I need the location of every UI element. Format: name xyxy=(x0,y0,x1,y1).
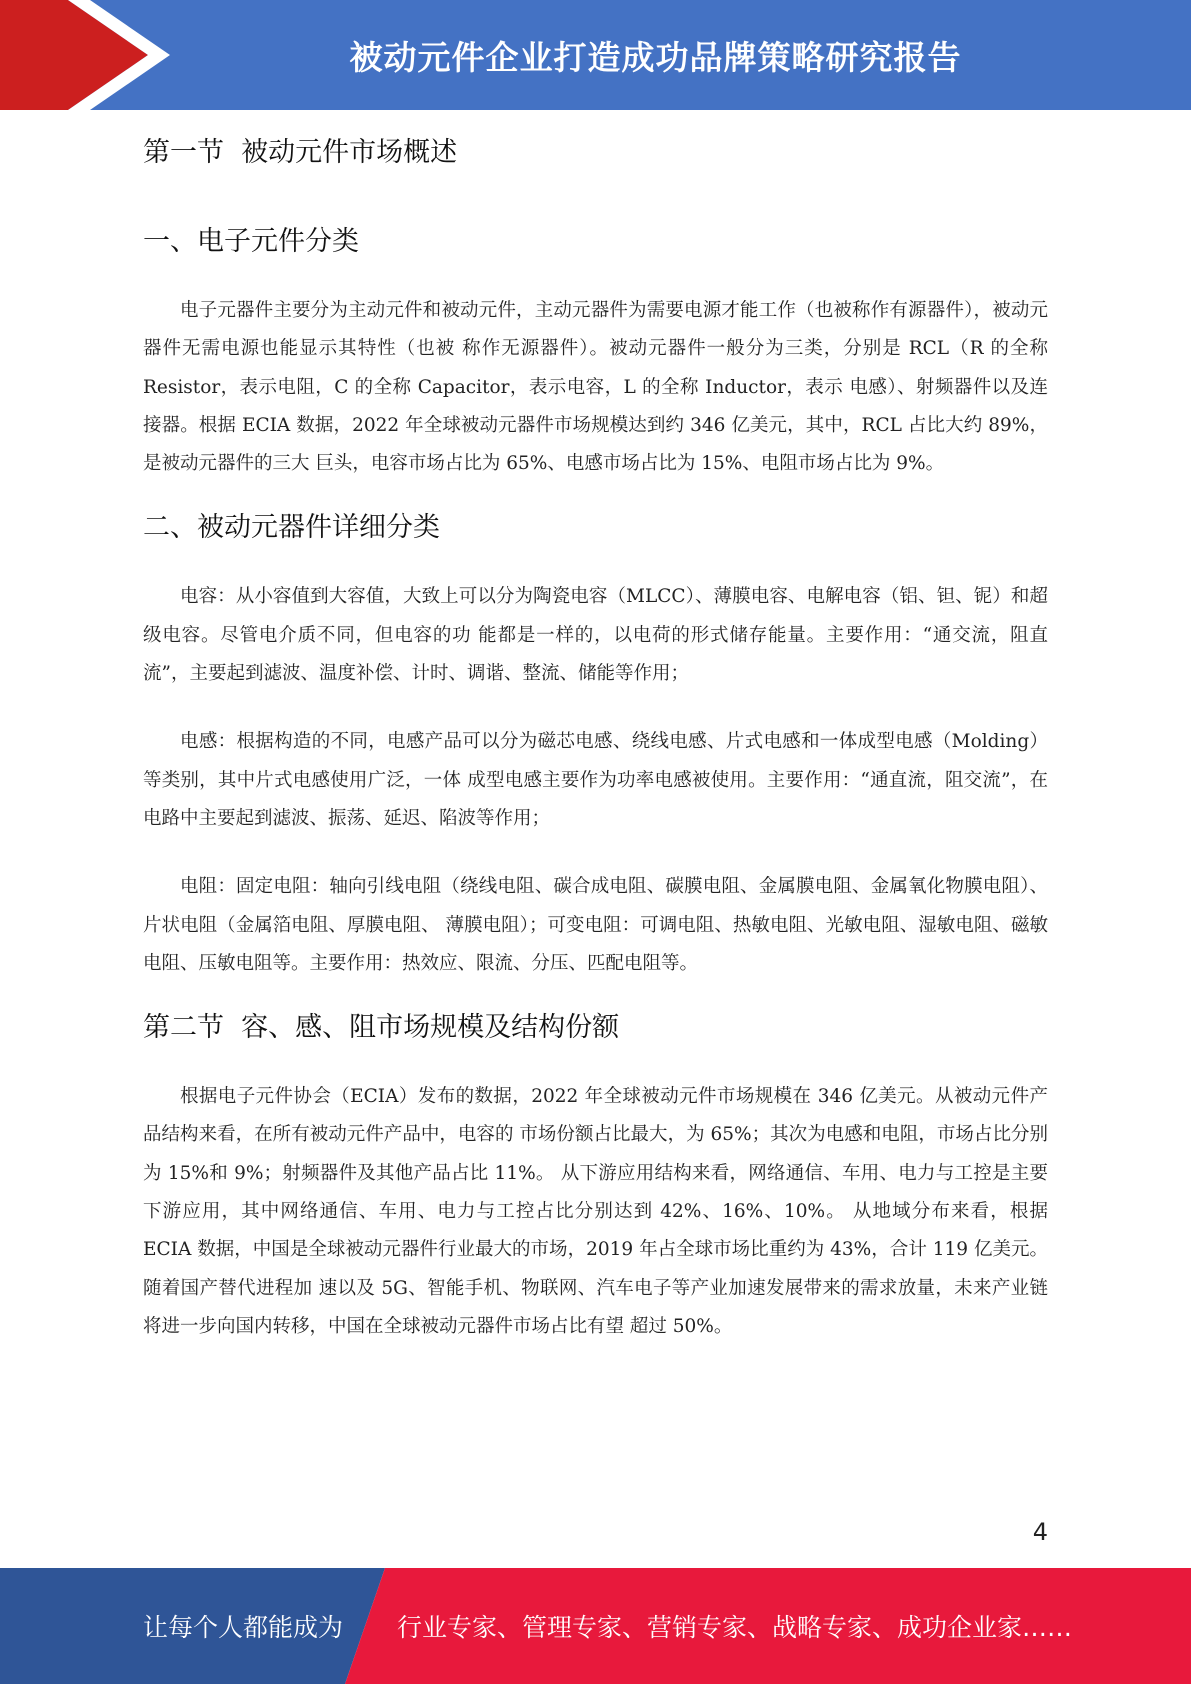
paragraph: 电容：从小容值到大容值，大致上可以分为陶瓷电容（MLCC）、薄膜电容、电解电容（铝、钽、铌）和超级电容。尽管电介质不同，但电容的功 能都是一样的，以电荷的形式储存能量。主要作用：“通交流，阻直流”，主要起到滤波、温度补偿、计时、调谐、整流、储能等作用； xyxy=(143,586,1048,685)
page-content xyxy=(143,120,1048,1346)
section-heading: 一、电子元件分类 xyxy=(143,226,359,257)
paragraph: 电感：根据构造的不同，电感产品可以分为磁芯电感、绕线电感、片式电感和一体成型电感（Molding）等类别，其中片式电感使用广泛，一体 成型电感主要作为功率电感被使用。主要作用：“通直流，阻交流”，在电路中主要起到滤波、振荡、延迟、陷波等作用； xyxy=(143,731,1048,829)
report-title: 被动元件企业打造成功品牌策略研究报告 xyxy=(349,37,962,77)
paragraph: 电子元器件主要分为主动元件和被动元件，主动元器件为需要电源才能工作（也被称作有源器件），被动元器件无需电源也能显示其特性（也被 称作无源器件）。被动元器件一般分为三类，分别是 RCL（R 的全称 Resistor，表示电阻，C 的全称 Capacitor，表示电容，L 的全称 Inductor，表示 电感）、射频器件以及连接器。根据 ECIA 数据，2022 年全球被动元器件市场规模达到约 346 亿美元，其中，RCL 占比大约 89%，是被动元器件的三大 巨头，电容市场占比为 65%、电感市场占比为 15%、电阻市场占比为 9%。 xyxy=(143,300,1048,475)
paragraph: 电阻：固定电阻：轴向引线电阻（绕线电阻、碳合成电阻、碳膜电阻、金属膜电阻、金属氧化物膜电阻）、片状电阻（金属箔电阻、厚膜电阻、 薄膜电阻）；可变电阻：可调电阻、热敏电阻、光敏电阻、湿敏电阻、磁敏电阻、压敏电阻等。主要作用：热效应、限流、分压、匹配电阻等。 xyxy=(143,876,1048,974)
section-heading: 第一节 被动元件市场概述 xyxy=(143,137,458,168)
section-heading: 二、被动元器件详细分类 xyxy=(143,512,440,544)
footer-slogan-left: 让每个人都能成为 xyxy=(143,1613,344,1642)
section-heading: 第二节 容、感、阻市场规模及结构份额 xyxy=(143,1012,620,1044)
page-footer xyxy=(0,1568,1191,1684)
report-header xyxy=(0,0,1191,110)
footer-slogan-right: 行业专家、管理专家、营销专家、战略专家、成功企业家…… xyxy=(397,1613,1073,1642)
paragraph: 根据电子元件协会（ECIA）发布的数据，2022 年全球被动元件市场规模在 346 亿美元。从被动元件产品结构来看，在所有被动元件产品中，电容的 市场份额占比最大，为 65%；其次为电感和电阻，市场占比分别为 15%和 9%；射频器件及其他产品占比 11%。 从下游应用结构来看，网络通信、车用、电力与工控是主要下游应用，其中网络通信、车用、电力与工控占比分别达到 42%、16%、10%。 从地域分布来看，根据 ECIA 数据，中国是全球被动元器件行业最大的市场，2019 年占全球市场比重约为 43%，合计 119 亿美元。随着国产替代进程加 速以及 5G、智能手机、物联网、汽车电子等产业加速发展带来的需求放量，未来产业链将进一步向国内转移，中国在全球被动元器件市场占比有望 超过 50%。 xyxy=(143,1086,1048,1337)
page-number: 4 xyxy=(1032,1518,1048,1546)
